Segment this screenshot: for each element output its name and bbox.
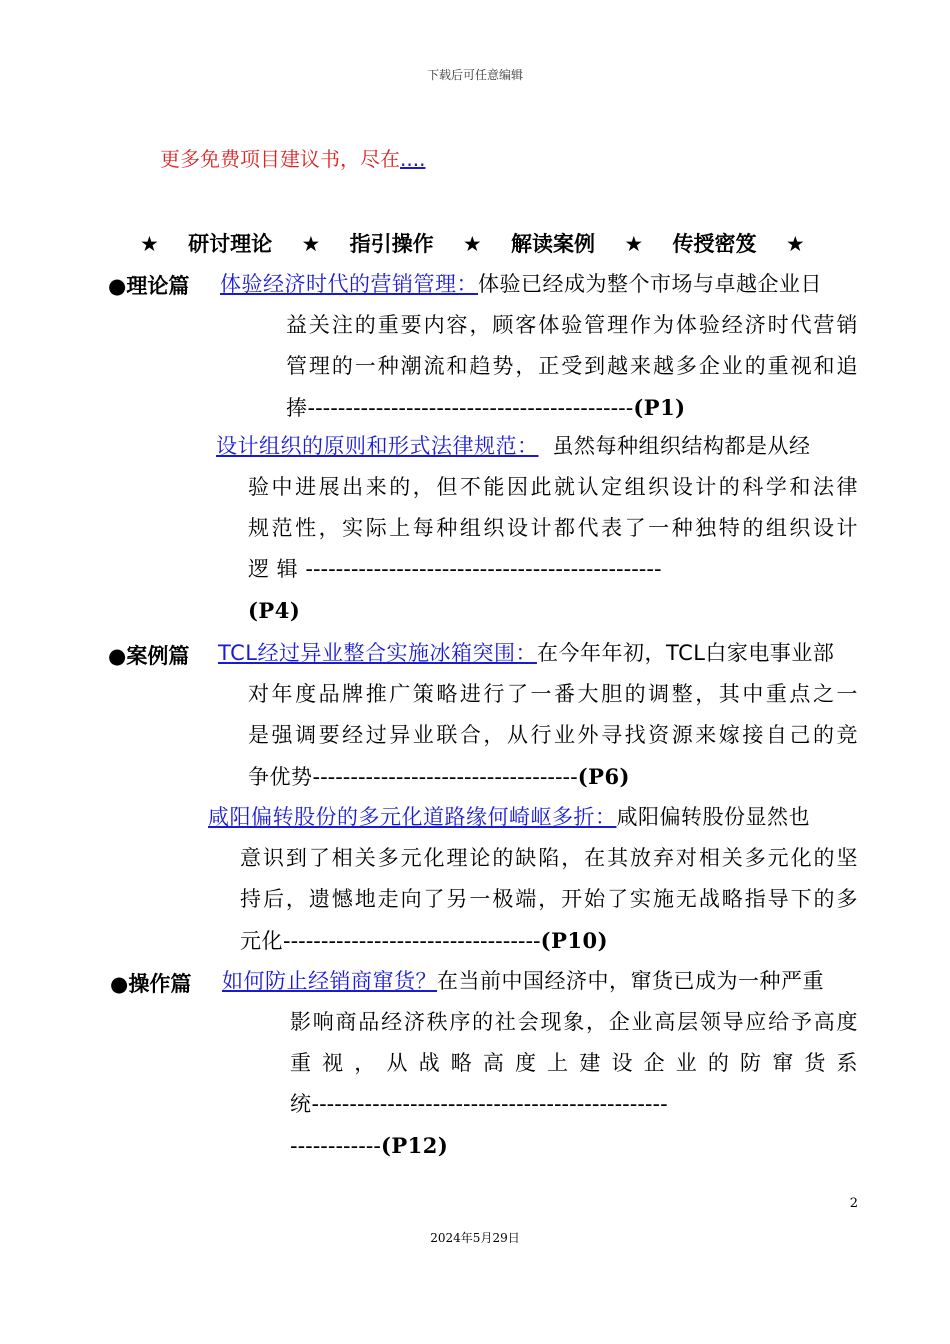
entry-title-link[interactable]: TCL经过异业整合实施冰箱突围： <box>218 641 537 665</box>
star-icon: ★ <box>624 232 644 256</box>
entry-line: 持后，遗憾地走向了另一极端，开始了实施无战略指导下的多 <box>240 887 858 911</box>
page-reference: (P12) <box>380 1133 449 1158</box>
entry-line: 对年度品牌推广策略进行了一番大胆的调整，其中重点之一 <box>248 682 858 706</box>
promo-line <box>160 143 425 172</box>
stars-item-cases: 解读案例 <box>511 232 596 256</box>
entry-title-link[interactable]: 咸阳偏转股份的多元化道路缘何崎岖多折： <box>208 805 617 829</box>
stars-item-secrets: 传授密笈 <box>672 232 757 256</box>
page-reference: (P10) <box>540 928 609 953</box>
footer-date: 2024年5月29日 <box>430 1231 520 1245</box>
leader-dashes: ----------------------------------------------- <box>305 557 662 581</box>
category-operation: ●操作篇 <box>110 972 192 996</box>
star-icon: ★ <box>785 232 805 256</box>
leader-dashes: ------------------------------------------- <box>307 396 634 420</box>
entry-line: 元化 <box>240 929 283 953</box>
category-theory: ●理论篇 <box>108 274 190 298</box>
leader-dashes: ----------------------------------- <box>312 765 578 789</box>
entry-line: 意识到了相关多元化理论的缺陷，在其放弃对相关多元化的坚 <box>240 846 858 870</box>
toc-entry <box>218 633 858 798</box>
entry-title-link[interactable]: 设计组织的原则和形式法律规范： <box>216 434 539 458</box>
entry-line: 规范性，实际上每种组织设计都代表了一种独特的组织设计 <box>248 516 858 540</box>
entry-line: 验中进展出来的，但不能因此就认定组织设计的科学和法律 <box>248 475 858 499</box>
page-reference: (P4) <box>248 598 301 623</box>
toc-entry <box>222 961 858 1167</box>
entry-line: 是强调要经过异业联合，从行业外寻找资源来嫁接自己的竞 <box>248 723 858 747</box>
stars-bar <box>140 228 827 258</box>
promo-text: 更多免费项目建议书，尽在 <box>160 147 400 171</box>
entry-line: 争优势 <box>248 765 313 789</box>
entry-line: 体验已经成为整个市场与卓越企业日 <box>478 272 822 296</box>
header-note: 下载后可任意编辑 <box>426 68 523 82</box>
entry-line: 在今年年初，TCL白家电事业部 <box>536 641 835 665</box>
entry-line: 在当前中国经济中，窜货已成为一种严重 <box>437 969 824 993</box>
page-reference: (P6) <box>577 764 630 789</box>
page-number: 2 <box>849 1196 858 1211</box>
entry-line: 咸阳偏转股份显然也 <box>616 805 810 829</box>
page-reference: (P1) <box>633 395 686 420</box>
entry-line: 影响商品经济秩序的社会现象，企业高层领导应给予高度 <box>290 1010 858 1034</box>
leader-dashes: ------------ <box>290 1134 381 1158</box>
entry-line: 益关注的重要内容，顾客体验管理作为体验经济时代营销 <box>286 313 858 337</box>
star-icon: ★ <box>301 232 321 256</box>
toc-entry <box>208 797 858 962</box>
entry-line: 统 <box>290 1092 312 1116</box>
stars-item-operation: 指引操作 <box>349 232 434 256</box>
entry-line: 逻 辑 <box>248 557 299 581</box>
leader-dashes: ----------------------------------------------- <box>311 1092 668 1116</box>
toc-entry <box>220 264 858 429</box>
star-icon: ★ <box>140 232 159 256</box>
promo-link[interactable]: .... <box>400 147 426 171</box>
category-cases: ●案例篇 <box>108 644 190 668</box>
entry-line: 重视，从战略高度上建设企业的防窜货系 <box>290 1051 858 1075</box>
toc-entry <box>216 426 858 632</box>
entry-line: 虽然每种组织结构都是从经 <box>552 434 811 458</box>
entry-line: 管理的一种潮流和趋势，正受到越来越多企业的重视和追 <box>286 354 858 378</box>
stars-item-theory: 研讨理论 <box>188 232 273 256</box>
entry-line: 捧 <box>286 396 308 420</box>
entry-title-link[interactable]: 如何防止经销商窜货？ <box>222 969 437 993</box>
leader-dashes: ---------------------------------- <box>283 929 541 953</box>
entry-title-link[interactable]: 体验经济时代的营销管理： <box>220 272 478 296</box>
star-icon: ★ <box>462 232 482 256</box>
